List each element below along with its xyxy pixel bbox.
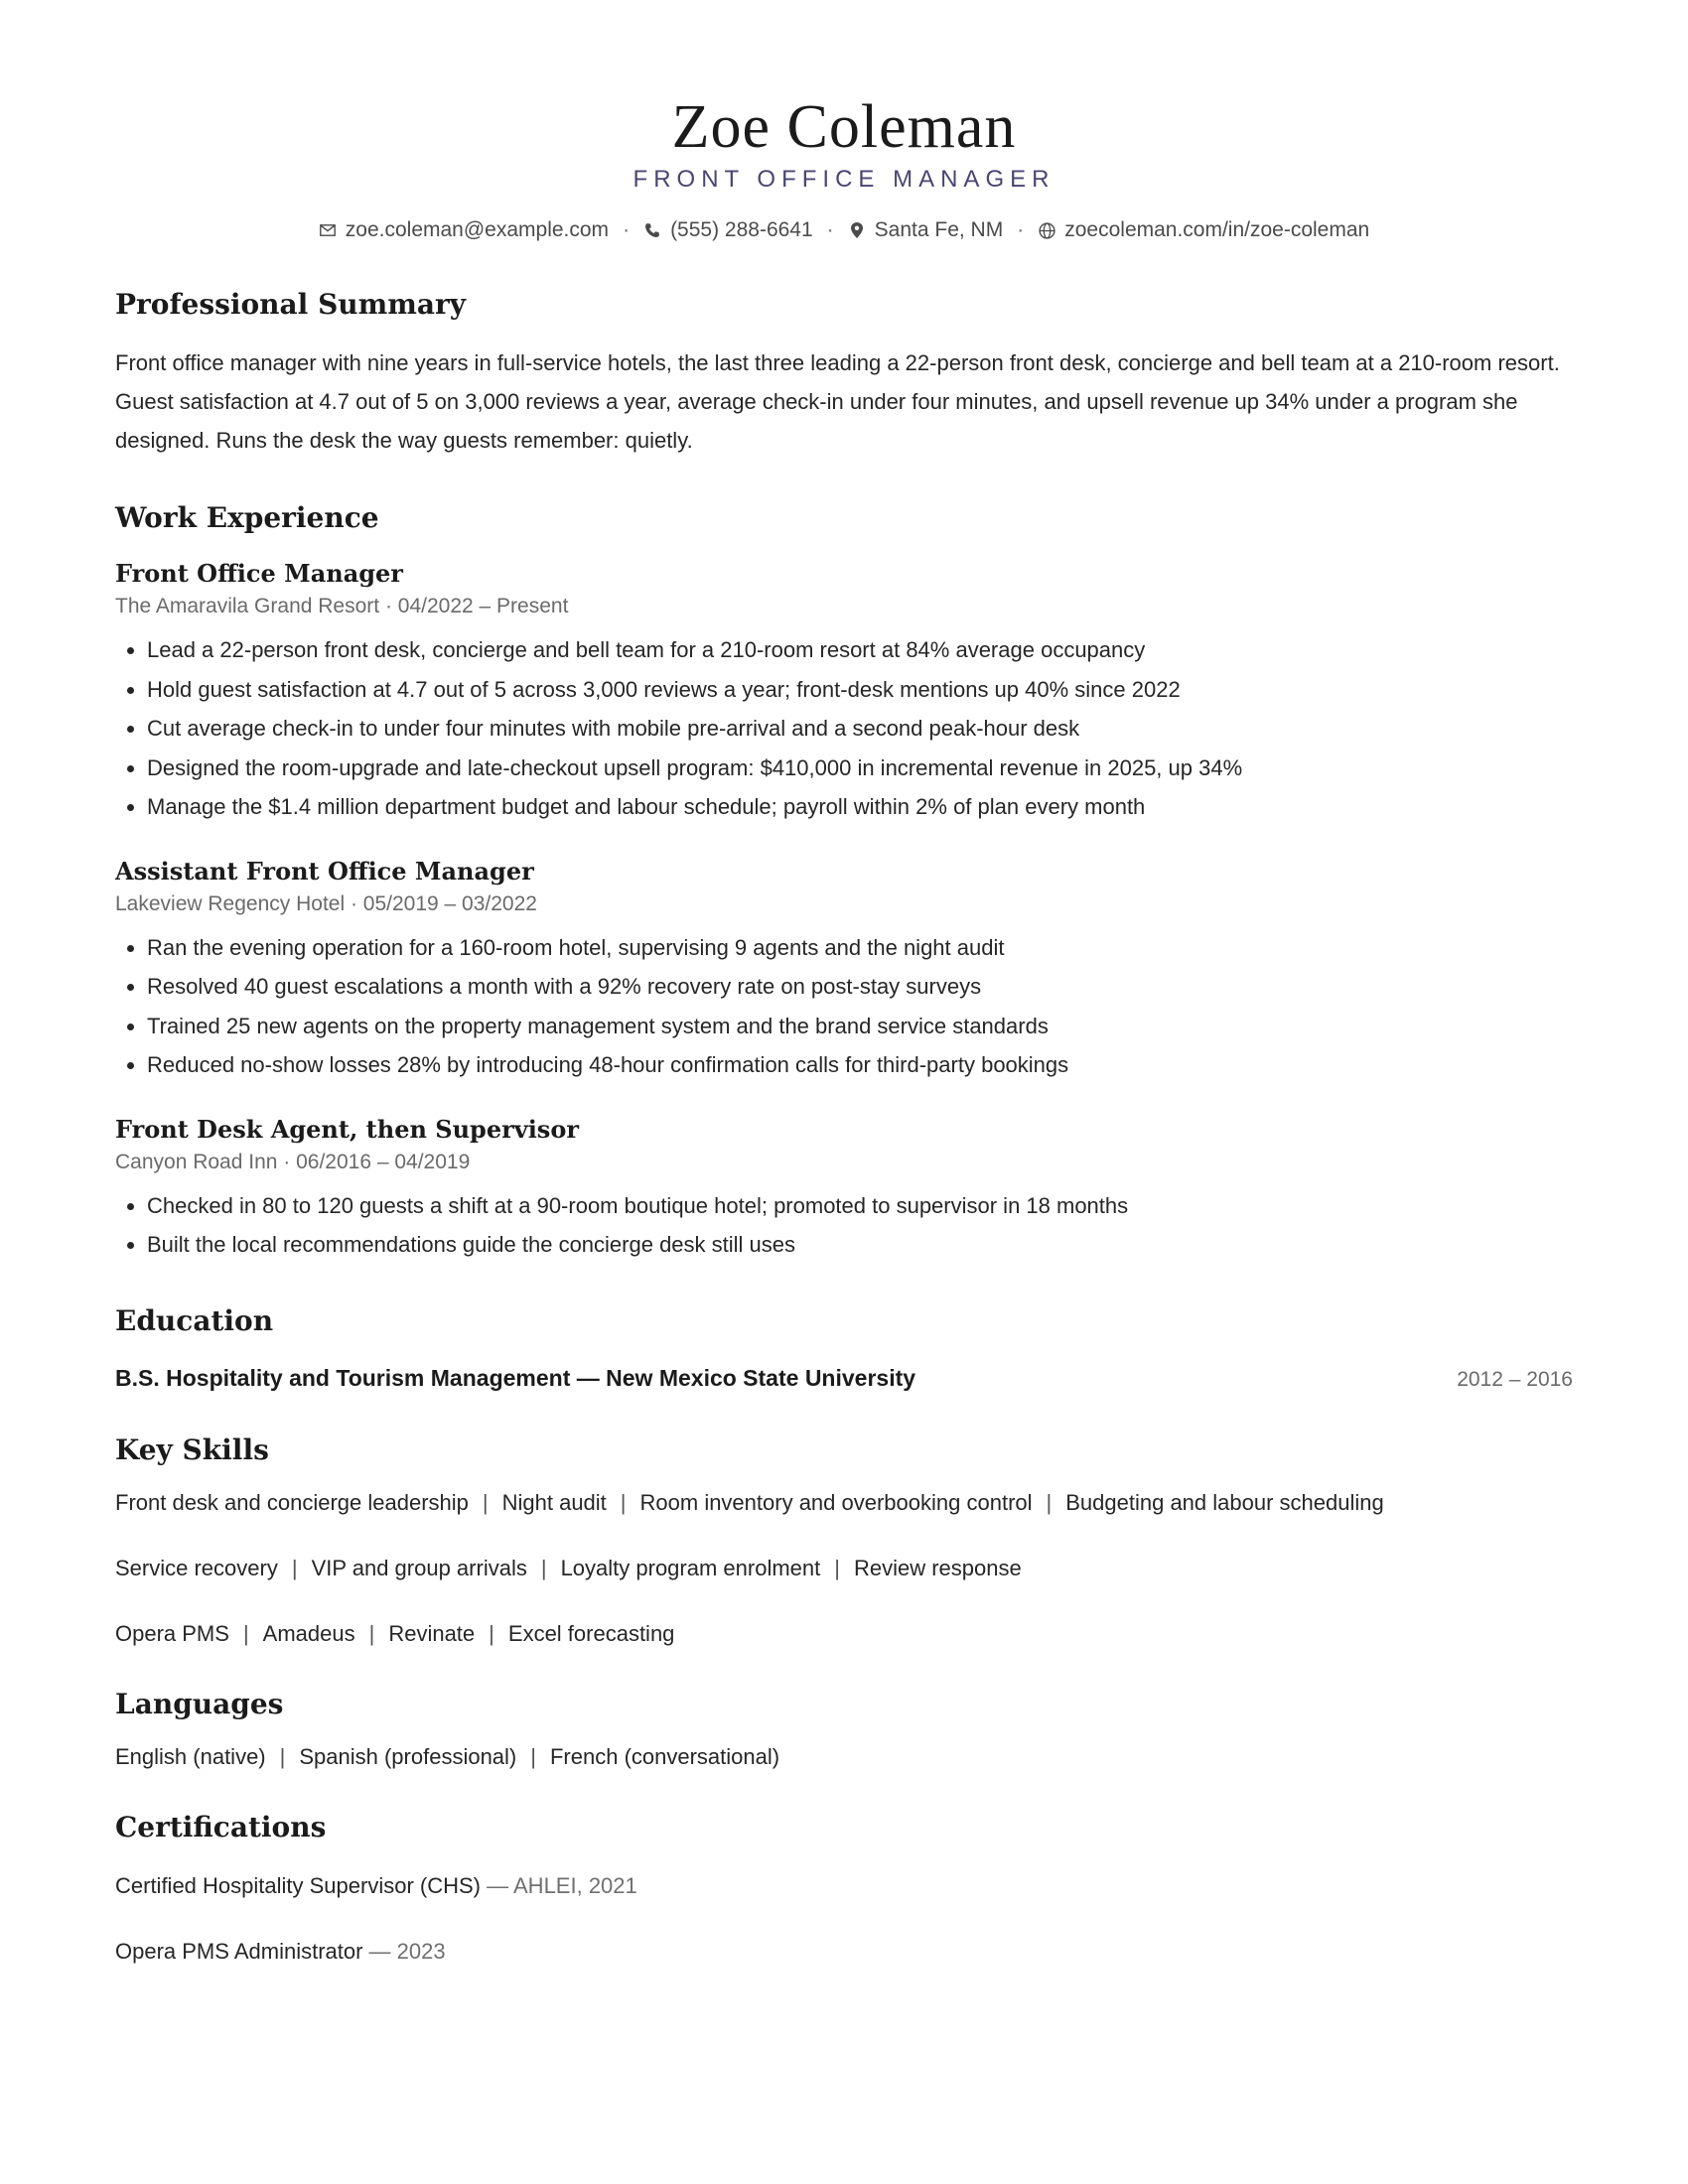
section-heading-skills: Key Skills [115,1433,269,1466]
skill-separator: | [1046,1489,1053,1515]
location-text: Santa Fe, NM [874,218,1004,241]
language-separator: | [530,1743,536,1769]
job-meta: Canyon Road Inn · 06/2016 – 04/2019 [115,1150,471,1173]
website-text: zoecoleman.com/in/zoe-coleman [1064,218,1370,241]
experience-list [115,559,1573,1265]
job-bullet: • Trained 25 new agents on the property management system and the brand service standards [147,1007,1573,1046]
resume-page [115,0,1573,1968]
job-bullets [115,928,1573,1085]
candidate-name: Zoe Coleman [671,93,1017,161]
skill-item: Night audit [501,1489,607,1515]
job-entry [115,559,1573,827]
skill-item: Excel forecasting [507,1620,675,1646]
certification-item [115,1936,1573,1968]
job-entry [115,857,1573,1085]
skills-line [115,1487,1573,1519]
contact-website[interactable] [1038,216,1369,244]
job-bullet: • Cut average check-in to under four minutes with mobile pre-arrival and a second peak-hour desk [147,709,1573,749]
contact-separator: · [623,218,631,241]
certification-name: Certified Hospitality Supervisor (CHS) [115,1872,481,1898]
certification-name: Opera PMS Administrator [115,1938,363,1964]
language-item: Spanish (professional) [299,1743,517,1769]
skill-separator: | [291,1555,298,1580]
skill-item: Room inventory and overbooking control [639,1489,1033,1515]
skill-separator: | [620,1489,627,1515]
skill-separator: | [489,1620,494,1646]
skill-item: Loyalty program enrolment [560,1555,821,1580]
location-pin-icon [848,221,866,239]
job-bullet: • Built the local recommendations guide the concierge desk still uses [147,1225,1573,1265]
skill-separator: | [368,1620,375,1646]
summary-text: Front office manager with nine years in full-service hotels, the last three leading a 22-person front desk, concierge and bell team at a 210-room resort. Guest satisfaction at 4.7 out of 5 on 3,000 reviews a year, average check-in under four minutes, and upsell revenue up 34% under a program she designed. Runs the desk the way guests remember: quietly. [115,350,1560,453]
job-bullets [115,630,1573,827]
job-meta: Lakeview Regency Hotel · 05/2019 – 03/2022 [115,891,537,915]
email-text: zoe.coleman@example.com [345,218,610,241]
job-bullet: • Reduced no-show losses 28% by introducing 48-hour confirmation calls for third-party bookings [147,1045,1573,1085]
globe-icon [1038,221,1055,239]
education-years: 2012 – 2016 [1457,1367,1573,1391]
job-entry [115,1115,1573,1265]
contact-bar [115,216,1573,244]
job-bullet: • Designed the room-upgrade and late-checkout upsell program: $410,000 in incremental revenue in 2025, up 34% [147,749,1573,788]
skills-line [115,1618,1573,1650]
certification-meta: — 2023 [362,1938,446,1964]
phone-text: (555) 288-6641 [670,218,813,241]
envelope-icon [319,221,337,239]
certification-item [115,1870,1573,1902]
skill-item: Front desk and concierge leadership [115,1489,469,1515]
section-heading-languages: Languages [115,1687,284,1720]
job-title: Assistant Front Office Manager [115,856,534,886]
contact-separator: · [1017,218,1025,241]
job-title: Front Desk Agent, then Supervisor [115,1114,579,1144]
section-heading-education: Education [115,1303,274,1337]
job-bullet: • Lead a 22-person front desk, concierge and bell team for a 210-room resort at 84% average occupancy [147,630,1573,670]
skill-item: Review response [853,1555,1022,1580]
job-bullet: • Checked in 80 to 120 guests a shift at a 90-room boutique hotel; promoted to supervisor in 18 months [147,1186,1573,1226]
job-bullet: • Ran the evening operation for a 160-room hotel, supervising 9 agents and the night audit [147,928,1573,968]
education-entry [115,1362,1573,1396]
job-bullet: • Resolved 40 guest escalations a month with a 92% recovery rate on post-stay surveys [147,967,1573,1007]
language-separator: | [279,1743,286,1769]
certification-meta: — AHLEI, 2021 [481,1872,637,1898]
contact-email[interactable] [319,216,609,244]
job-title: Front Office Manager [115,559,403,588]
job-title-headline: FRONT OFFICE MANAGER [633,166,1055,193]
section-heading-summary: Professional Summary [115,288,467,321]
skill-item: Opera PMS [115,1620,229,1646]
phone-icon [643,221,661,239]
section-heading-experience: Work Experience [115,501,379,534]
skill-item: Amadeus [262,1620,355,1646]
skill-separator: | [834,1555,840,1580]
job-bullets [115,1186,1573,1265]
job-meta: The Amaravila Grand Resort · 04/2022 – Present [115,595,569,617]
skill-separator: | [540,1555,547,1580]
contact-phone[interactable] [643,216,813,244]
skill-separator: | [242,1620,249,1646]
language-item: French (conversational) [549,1743,780,1769]
skill-separator: | [482,1489,489,1515]
job-bullet: • Manage the $1.4 million department budget and labour schedule; payroll within 2% of plan every month [147,787,1573,827]
job-bullet: • Hold guest satisfaction at 4.7 out of 5 across 3,000 reviews a year; front-desk mentions up 40% since 2022 [147,670,1573,710]
contact-separator: · [826,218,834,241]
skill-item: Budgeting and labour scheduling [1065,1489,1384,1515]
section-heading-certifications: Certifications [115,1810,327,1843]
languages-line [115,1741,1573,1773]
contact-location [848,216,1004,244]
skill-item: Service recovery [115,1555,278,1580]
skills-line [115,1553,1573,1584]
language-item: English (native) [115,1743,266,1769]
skill-item: Revinate [388,1620,476,1646]
skill-item: VIP and group arrivals [311,1555,527,1580]
education-degree: B.S. Hospitality and Tourism Management — New Mexico State University [115,1364,916,1391]
